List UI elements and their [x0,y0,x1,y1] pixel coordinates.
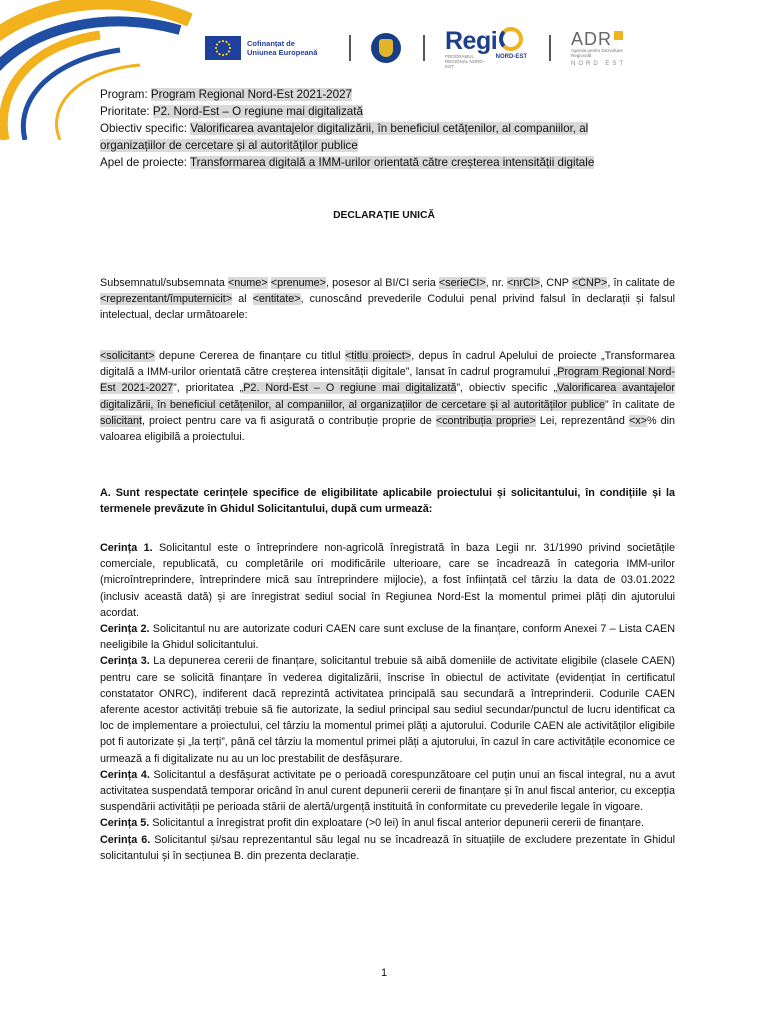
field-nr-ci: <nrCI> [507,277,541,289]
obiectiv-value: Valorificarea avantajelor digitalizării, în beneficiul cetățenilor, al companiilor, al organizațiilor de cercetare și al autorităților publice [100,122,589,152]
intro-paragraph: Subsemnatul/subsemnata <nume> <prenume>, posesor al BI/CI seria <serieCI>, nr. <nrCI>, CNP <CNP>, în calitate de <reprezentant/împuternicit> al <entitate>, cunoscând prevederile Codului penal privind falsul în declarații și falsul intelectual, declar următoarele: [100,277,675,322]
regio-o-icon [499,27,523,51]
program-label: Program: [100,88,151,101]
field-solicitant: <solicitant> [100,350,155,362]
prioritate-value: P2. Nord-Est – O regiune mai digitalizată [152,105,363,118]
declaration-paragraph: <solicitant> depune Cererea de finanțare cu titlul <titlu proiect>, depus în cadrul Apelului de proiecte „Transformarea digitală a IMM-urilor orientată către creșterea intensității digitale”, lansat în cadrul programului „Program Regional Nord- Est 2021-2027”, prioritatea „P2. Nord-Est – O regiune mai digitalizată”, obiectiv specific „Valorificarea avantajelor digitalizării, în beneficiul cetățenilor, al companiilor, al organizațiilor de cercetare și al autorităților publice” în calitate de solicitant, proiect pentru care va fi asigurată o contribuție proprie de <contribuția proprie> Lei, reprezentând <x>% din valoarea eligibilă a proiectului. [100,350,676,444]
logo-separator [423,35,425,61]
field-titlu-proiect: <titlu proiect> [345,350,412,362]
requirement-text: Solicitantul a desfășurat activitate pe o perioadă corespunzătoare cel puțin unui an fiscal integral, nu a avut activitatea suspendată temporar oricând în anul curent depunerii cererii de finanțare și în anul fiscal anterior, cu excepția suspendării activității pe perioada stării de alertă/urgență instituită în conformitate cu prevederile legale în vigoare. [100,768,675,814]
logo-bar [205,26,631,70]
adr-wordmark: ADR [571,28,613,49]
adr-square-icon [614,31,623,40]
field-reprezentant: <reprezentant/împuternicit> [100,293,233,306]
prioritate-label: Prioritate: [100,105,153,118]
requirement-item [100,832,675,864]
field-prenume: <prenume> [270,277,326,289]
document-title: DECLARAȚIE UNICĂ [333,210,435,221]
requirement-item [100,653,675,766]
field-contributia: <contribuția proprie> [435,414,536,427]
regio-subtitle: NORD-EST [495,54,527,60]
requirement-text: Solicitantul și/sau reprezentantul său legal nu se încadrează în situațiile de excludere prezentate în Ghidul solicitantului și în secțiunea B. din prezenta declarație. [100,833,675,862]
romanian-government-logo [371,33,401,63]
prioritate-line [100,103,640,120]
adr-caption: Agenția pentru Dezvoltare Regională [571,47,624,58]
field-cnp: <CNP> [571,277,608,289]
section-a-heading: A. Sunt respectate cerințele specifice de eligibilitate aplicabile proiectului și solicitantului, în condițiile și la termenele prevăzute în Ghidul Solicitantului, după cum urmează: [100,487,675,516]
field-entitate: <entitate> [252,293,301,306]
program-value: Program Regional Nord-Est 2021-2027 [150,88,352,101]
apel-label: Apel de proiecte: [100,156,191,169]
requirements-list [100,540,675,864]
requirement-item [100,815,675,831]
field-procent: <x> [628,414,647,427]
obiectiv-label: Obiectiv specific: [100,122,191,135]
adr-subtitle: NORD EST [571,60,627,67]
field-nume: <nume> [227,277,268,289]
requirement-item [100,621,675,653]
requirement-label: Cerința 6. [100,833,151,846]
program-line [100,86,640,103]
adr-logo [571,30,631,67]
obiectiv-line [100,120,640,154]
prioritate-reference: P2. Nord-Est – O regiune mai digitalizată [243,382,457,395]
page-number: 1 [380,967,388,979]
eu-flag-icon [205,36,241,60]
regio-wordmark: Regi [445,27,498,55]
requirement-text: La depunerea cererii de finanțare, solicitantul trebuie să aibă domeniile de activitate eligibile (clasele CAEN) pentru care se solicită finanțare în vederea digitalizării, înscrise în obiectul de activitate (evidențiat în certificatul constatator ONRC), indiferent dacă reprezintă activitatea principală sau secundară a întreprinderii. Codurile CAEN aferente acestor activități trebuie să fie autorizate, la sediul principal sau sediul secundar/punctul de lucru identificat ca loc de implementare a proiectului, cel târziu la momentul primei plăți a ajutorului. Codurile CAEN ale activităților eligibile pot fi autorizate și „la terți”, până cel târziu la momentul primei plăți a ajutorului, în cazul în care activitățile economice ce urmează a fi digitalizate nu au un loc prestabilit de desfășurare. [100,655,675,765]
logo-separator [549,35,551,61]
apel-value: Transformarea digitală a IMM-urilor orientată către creșterea intensității digitale [190,156,595,169]
requirement-text: Solicitantul este o întreprindere non-agricolă înregistrată în baza Legii nr. 31/1990 privind societățile comerciale, republicată, cu completările ori modificările ulterioare, care se încadrează în categoria IMM-urilor (microîntreprindere, întreprindere mică sau întreprindere mijlocie), a fost înființată cel târziu la data de 03.01.2022 (inclusiv această dată) și are înregistrat sediul social în Regiunea Nord-Est la momentul primei plăți din ajutorului acordat. [100,542,675,619]
apel-line [100,154,640,171]
requirement-label: Cerința 5. [100,817,150,830]
requirement-item [100,540,675,621]
requirement-text: Solicitantul a înregistrat profit din exploatare (>0 lei) în anul fiscal anterior depunerii cererii de finanțare. [149,817,645,830]
regio-logo [445,27,527,69]
requirement-label: Cerința 1. [100,542,153,554]
requirement-label: Cerința 2. [100,623,150,636]
obiectiv-reference: Valorificarea avantajelor digitalizării, în beneficiul cetățenilor, al companiilor, al organizațiilor de cercetare și al autorităților publice [100,382,676,411]
call-header [100,86,640,171]
logo-separator [349,35,351,61]
regio-program-caption: PROGRAMUL REGIONAL NORD-EST [445,54,485,69]
solicitant-reference: solicitant [100,414,143,427]
requirement-label: Cerința 3. [100,655,150,668]
requirement-text: Solicitantul nu are autorizate coduri CAEN care sunt excluse de la finanțare, conform Anexei 7 – Lista CAEN neeligibile la Ghidul solicitantului. [100,623,676,652]
program-reference: Program Regional Nord- Est 2021-2027 [100,366,675,395]
requirement-label: Cerința 4. [100,768,150,781]
requirement-item [100,767,675,816]
field-serie-ci: <serieCI> [438,277,486,289]
eu-logo [205,36,327,60]
eu-cofinanced-text: Cofinanțat de Uniunea Europeană [247,39,318,57]
